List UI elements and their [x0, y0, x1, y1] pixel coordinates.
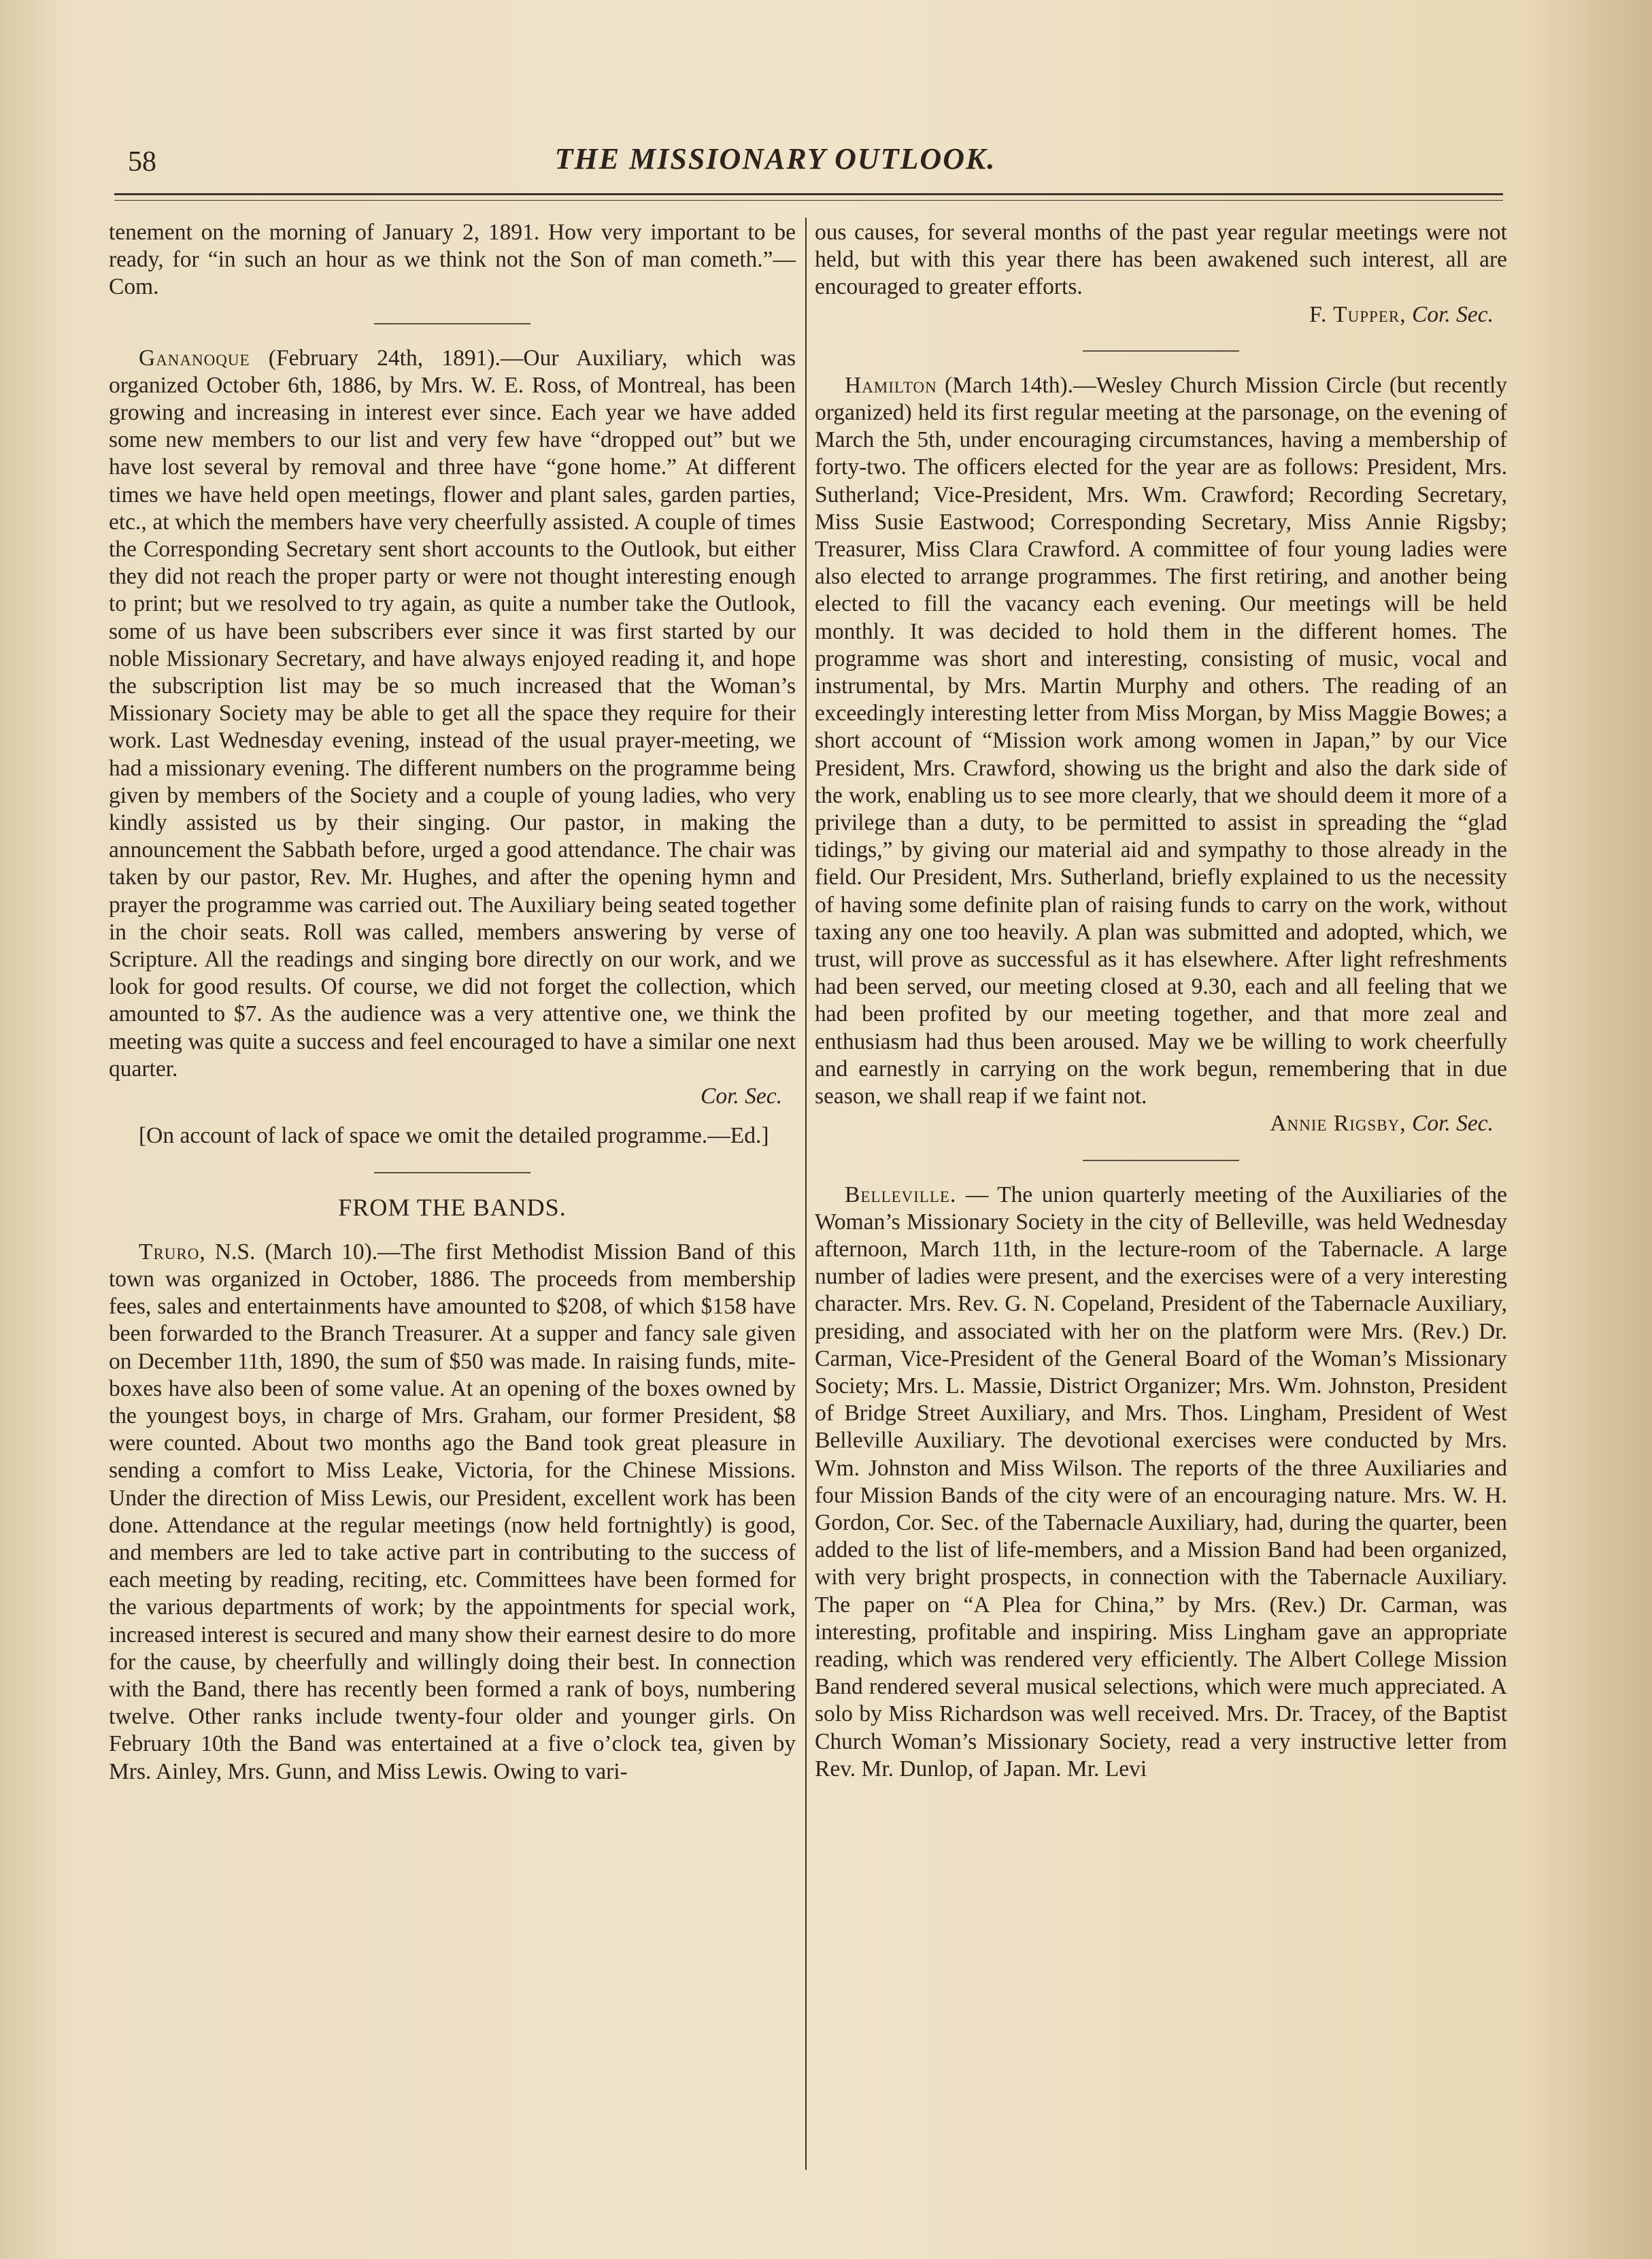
section-separator [1083, 350, 1239, 352]
belleville-body: — The union quarterly meeting of the Auxiliaries of the Woman’s Missionary Society in the city of Belleville, was held Wednesday afternoon, March 11th, in the lecture-room of the Tabernacle. A large number of ladies were present, and the exercises were of a very interesting character. Mrs. Rev. G. N. Copeland, President of the Tabernacle Auxiliary, presiding, and associated with her on the platform were Mrs. (Rev.) Dr. Carman, Vice-President of the General Board of the Woman’s Missionary Society; Mrs. L. Massie, District Organizer; Mrs. Wm. Johnston, President of Bridge Street Auxiliary, and Mrs. Thos. Lingham, President of West Belleville Auxiliary. The devotional exercises were conducted by Mrs. Wm. Johnston and Miss Wilson. The reports of the three Auxiliaries and four Mission Bands of the city were of an encouraging nature. Mrs. W. H. Gordon, Cor. Sec. of the Tabernacle Auxiliary, had, during the quarter, been added to the list of life-members, and a Mission Band had been organized, with very bright prospects, in connection with the Tabernacle Auxiliary. The paper on “A Plea for China,” by Mrs. (Rev.) Dr. Carman, was interesting, profitable and inspiring. Miss Lingham gave an appropriate reading, which was rendered very efficiently. The Albert College Mission Band rendered several musical selections, which were much appreciated. A solo by Miss Richardson was well received. Mrs. Dr. Tracey, of the Baptist Church Woman’s Missionary Society, read a very instructive letter from Rev. Mr. Dunlop, of Japan. Mr. Levi [815, 1182, 1507, 1781]
running-title: THE MISSIONARY OUTLOOK. [554, 142, 996, 175]
section-heading-bands: FROM THE BANDS. [338, 1193, 567, 1221]
hamilton-signature-title: Cor. Sec. [1411, 1111, 1494, 1137]
header-rule [114, 193, 1503, 195]
gananoque-report [109, 345, 796, 1083]
editor-note: [On account of lack of space we omit the detailed programme.—Ed.] [139, 1123, 769, 1149]
truro-continuation: ous causes, for several months of the past year regular meetings were not held, but with this year there has been awakened such interest, all are encouraged to greater efforts. [815, 220, 1507, 300]
spacer [109, 1110, 796, 1122]
hamilton-place: Hamilton [845, 372, 937, 398]
section-separator [1083, 1160, 1239, 1161]
truro-signature [815, 301, 1507, 329]
gananoque-signature: Cor. Sec. [700, 1084, 782, 1109]
belleville-report [815, 1182, 1507, 1783]
hamilton-report [815, 372, 1507, 1110]
truro-signature-name: F. Tupper, [1309, 301, 1406, 327]
hamilton-signature [815, 1110, 1507, 1137]
belleville-place: Belleville. [845, 1182, 957, 1207]
page-number: 58 [128, 146, 156, 178]
column-divider [805, 218, 807, 2170]
section-separator [374, 1172, 530, 1173]
page-header [95, 141, 1455, 182]
truro-body: , N.S. (March 10).—The first Methodist Mission Band of this town was organized in October, 1886. The proceeds from membership fees, sales and entertainments have amounted to $208, of which $158 have been forwarded to the Branch Treasurer. At a supper and fancy sale given on December 11th, 1890, the sum of $50 was made. In raising funds, mite-boxes have also been of some value. At an opening of the boxes owned by the youngest boys, in charge of Mrs. Graham, our former President, $8 were counted. About two months ago the Band took great pleasure in sending a comfort to Miss Leake, Victoria, for the Chinese Missions. Under the direction of Miss Lewis, our President, excellent work has been done. Attendance at the regular meetings (now held fortnightly) is good, and members are led to take active part in contributing to the success of each meeting by reading, reciting, etc. Committees have been formed for the various departments of work; by the appointments for special work, increased interest is secured and many show their earnest desire to do more for the cause, by cheerfully and willingly doing their best. In connection with the Band, there has recently been formed a rank of boys, numbering twelve. Other ranks include twenty-four older and younger girls. On February 10th the Band was entertained at a five o’clock tea, given by Mrs. Ainley, Mrs. Gunn, and Miss Lewis. Owing to vari- [109, 1239, 796, 1784]
hamilton-signature-name: Annie Rigsby, [1270, 1111, 1406, 1137]
truro-report [109, 1239, 796, 1786]
hamilton-body: (March 14th).—Wesley Church Mission Circle (but recently organized) held its first regular meeting at the parsonage, on the evening of March the 5th, under encouraging circumstances, having a membership of forty-two. The officers elected for the year are as follows: President, Mrs. Sutherland; Vice-President, Mrs. Wm. Crawford; Recording Secretary, Miss Susie Eastwood; Corresponding Secretary, Miss Annie Rigsby; Treasurer, Miss Clara Crawford. A committee of four young ladies were also elected to arrange programmes. The first retiring, and another being elected to fill the vacancy each evening. Our meetings will be held monthly. It was decided to hold them in the different homes. The programme was short and interesting, consisting of music, vocal and instrumental, by Mrs. Martin Murphy and others. The reading of an exceedingly interesting letter from Miss Morgan, by Miss Maggie Bowes; a short account of “Mission work among women in Japan,” by our Vice President, Mrs. Crawford, showing us the bright and also the dark side of the work, enabling us to see more clearly, that we should deem it more of a privilege than a duty, to be permitted to assist in spreading the “glad tidings,” by giving our material aid and sympathy to those already in the field. Our President, Mrs. Sutherland, briefly explained to us the necessity of having some definite plan of raising funds to carry on the work, without taxing any one too heavily. A plan was submitted and adopted, which, we trust, will prove as successful as it has elsewhere. After light refreshments had been served, our meeting closed at 9.30, each and all feeling that we had been profited by our meeting together, and that more zeal and enthusiasm had thus been aroused. May we be willing to work cheerfully and earnestly in carrying on the work begun, remembering that in due season, we shall reap if we faint not. [815, 372, 1507, 1109]
gananoque-place: Gananoque [139, 345, 250, 371]
com-paragraph: tenement on the morning of January 2, 1891. How very important to be ready, for “in such an hour as we think not the Son of man cometh.”—Com. [109, 220, 796, 300]
truro-place: Truro [139, 1239, 200, 1265]
section-separator [374, 323, 530, 324]
header-rule-thin [114, 200, 1503, 201]
gananoque-body: (February 24th, 1891).—Our Auxiliary, which was organized October 6th, 1886, by Mrs. W. E. Ross, of Montreal, has been growing and increasing in interest ever since. Each year we have added some new members to our list and very few have “dropped out” but we have lost several by removal and three have “gone home.” At different times we have held open meetings, flower and plant sales, garden parties, etc., at which the members have very cheerfully assisted. A couple of times the Corresponding Secretary sent short accounts to the Outlook, but either they did not reach the proper party or were not thought interesting enough to print; but we resolved to try again, as quite a number take the Outlook, some of us have been subscribers ever since it was first started by our noble Missionary Secretary, and have always enjoyed reading it, and hope the subscription list may be so much increased that the Woman’s Missionary Society may be able to get all the space they require for their work. Last Wednesday evening, instead of the usual prayer-meeting, we had a missionary evening. The different numbers on the programme being given by members of the Society and a couple of young ladies, who very kindly assisted us by their singing. Our pastor, in making the announcement the Sabbath before, urged a good attendance. The chair was taken by our pastor, Rev. Mr. Hughes, and after the opening hymn and prayer the programme was carried out. The Auxiliary being seated together in the choir seats. Roll was called, members answering by verse of Scripture. All the readings and singing bore directly on our work, and we look for good results. Of course, we did not forget the collection, which amounted to $7. As the audience was a very attentive one, we think the meeting was quite a success and feel encouraged to have a similar one next quarter. [109, 345, 796, 1082]
left-column [109, 219, 796, 1786]
right-column [815, 219, 1507, 1783]
truro-signature-title: Cor. Sec. [1411, 301, 1494, 327]
